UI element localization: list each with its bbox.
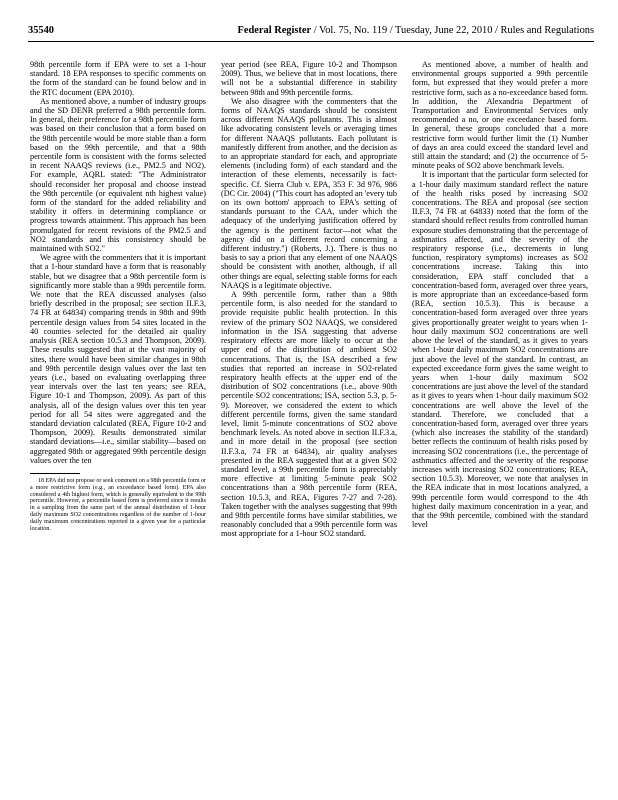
text-column-3 [412, 60, 588, 766]
citation-text: / Vol. 75, No. 119 / Tuesday, June 22, 2010 / Rules and Regulations [313, 25, 594, 36]
text-column-1 [30, 60, 206, 766]
footnote-18: 18 EPA did not propose or seek comment on a 98th percentile form or a more restrictive form (e.g., an exceedance based form). EPA also considered a 4th highest form, which is generally equivalent to the 99th percentile. However, a percentile based form is preferred since it results in a sampling from the same part of the annual distribution of 1-hour daily maximum SO2 concentrations regardless of the number of 1-hour daily maximum concentrations reported in a given year for a particular location. [30, 477, 206, 532]
col2-paragraph-1: year period (see REA, Figure 10-2 and Thompson 2009). Thus, we believe that in most locations, there will not be a substantial difference in stability between 98th and 99th percentile forms. [221, 60, 397, 97]
header-citation-line [238, 24, 594, 38]
col1-paragraph-2: As mentioned above, a number of industry groups and the SD DENR preferred a 98th percentile form. In general, their preference for a 98th percentile form was based on their conclusion that a form based on the 98th percentile would be more stable than a form based on the 99th percentile, and that a 98th percentile form is consistent with the forms selected in recent NAAQS reviews (i.e., PM2.5 and NO2). For example, AQRL stated: "The Administrator should reconsider her proposal and choose instead the 98th percentile (or equivalent nth highest value) form of the standard for the added reliability and stability it offers in determining compliance or progress towards attainment. This approach has been promulgated for recent revisions of the PM2.5 and NO2 standards and this consistency should be maintained with SO2." [30, 96, 206, 254]
col2-paragraph-3: A 99th percentile form, rather than a 98th percentile form, is also needed for the standard to provide requisite public health protection. In this review of the primary SO2 NAAQS, we considered information in the ISA suggesting that adverse respiratory effects are more likely to occur at the upper end of the distribution of ambient SO2 concentrations. That is, the ISA described a few studies that reported an increase in SO2-related respiratory health effects at the upper end of the distribution of SO2 concentrations (i.e., above 90th percentile SO2 concentrations; ISA, section 5.3, p. 5-9). Moreover, we considered the extent to which different percentile forms, given the same standard level, limit 5-minute concentrations of SO2 above benchmark levels. As noted above in section II.F.3.a, and in more detail in the proposal (see section II.F.3.a, 74 FR at 64834), air quality analyses presented in the REA suggested that at a given SO2 standard level, a 99th percentile form is appreciably more effective at limiting 5-minute peak SO2 concentrations than a 98th percentile form (REA, section 10.5.3, and REA, Figures 7-27 and 7-28). Taken together with the analyses suggesting that 99th and 98th percentile forms have similar stabilities, we reasonably concluded that a 99th percentile form was most appropriate for a 1-hour SO2 standard. [221, 290, 397, 539]
col3-paragraph-2: It is important that the particular form selected for a 1-hour daily maximum standard reflect the nature of the health risks posed by increasing SO2 concentrations. The REA and proposal (see section II.F.3, 74 FR at 64833) noted that the form of the standard should reflect results from controlled human exposure studies demonstrating that the percentage of asthmatics affected, and the severity of the respiratory response (i.e., decrements in lung function, respiratory symptoms) increases as SO2 concentrations increase. Taking this into consideration, EPA staff concluded that a concentration-based form, averaged over three years, is more appropriate than an exceedance-based form (REA, section 10.5.3). This is because a concentration-based form averaged over three years gives proportionally greater weight to years when 1-hour daily maximum SO2 concentrations are well above the level of the standard, as it gives to years when 1-hour daily maximum SO2 concentrations are just above the level of the standard. In contrast, an expected exceedance form gives the same weight to years when 1-hour daily maximum SO2 concentrations are just above the level of the standard as it gives to years when 1-hour daily maximum SO2 concentrations are well above the level of the standard. Therefore, we concluded that a concentration-based form, averaged over three years (which also increases the stability of the standard) better reflects the continuum of health risks posed by increasing SO2 concentrations (i.e., the percentage of asthmatics affected and the severity of the response increases with increasing SO2 concentrations; REA, section 10.5.3). Moreover, we note that analyses in the REA indicate that in most locations analyzed, a 99th percentile form would correspond to the 4th highest daily maximum concentration in a year, and that the 99th percentile, combined with the standard level [412, 170, 588, 530]
header-rule [28, 41, 594, 42]
col1-paragraph-3: We agree with the commenters that it is important that a 1-hour standard have a form that is reasonably stable, but we disagree that a 98th percentile form is significantly more stable than a 99th percentile form. We note that the REA discussed analyses (also briefly described in the proposal; see section II.F.3, 74 FR at 64834) comparing trends in 98th and 99th percentile design values from 54 sites located in the 40 counties selected for the detailed air quality analysis (REA section 10.5.3 and Thompson, 2009). These results suggested that at the vast majority of sites, there would have been similar changes in 98th and 99th percentile design values over the last ten years (i.e., based on evaluating overlapping three year intervals over the last ten years; see REA, Figure 10-1 and Thompson, 2009). As part of this analysis, all of the design values over this ten year period for all 54 sites were aggregated and the standard deviation calculated (REA, Figure 10-2 and Thompson, 2009). Results demonstrated similar standard deviations—i.e., similar stability—based on aggregated 98th or aggregated 99th percentile design values over the ten [30, 253, 206, 465]
col3-paragraph-1: As mentioned above, a number of health and environmental groups supported a 99th percentile form, but expressed that they would prefer a more restrictive form, such as a no-exceedance based form. In addition, the Alexandria Department of Transportation and Environmental Services only recommended a no, or one exceedance based form. In general, these groups concluded that a more restrictive form would further limit the (1) Number of days an area could exceed the standard level and still attain the standard; and (2) the occurrence of 5-minute peaks of SO2 above benchmark levels. [412, 60, 588, 171]
col1-paragraph-1: 98th percentile form if EPA were to set a 1-hour standard. 18 EPA responses to specific comments on the form of the standard can be found below and in the RTC document (EPA 2010). [30, 60, 206, 97]
page-header [28, 24, 594, 40]
col2-paragraph-2: We also disagree with the commenters that the forms of NAAQS standards should be consistent across different NAAQS pollutants. This is almost like advocating consistent levels or averaging times for different NAAQS pollutants. Each pollutant is manifestly different from another, and the decision as to an appropriate standard for each, and appropriate elements (including form) of each standard and the interaction of these elements, necessarily is fact-specific. Cf. Sierra Club v. EPA, 353 F. 3d 976, 986 (DC Cir. 2004) ("This court has adopted an 'every tub on its own bottom' approach to EPA's setting of standards pursuant to the CAA, under which the adequacy of the underlying justification offered by the agency is the pertinent factor—not what the agency did on a different record concerning a different industry.") (Roberts, J.). There is thus no basis to say a priori that any element of one NAAQS should be consistent with another, although, if all other things are equal, selecting stable forms for each NAAQS is a legitimate objective. [221, 96, 397, 290]
publication-title: Federal Register [237, 25, 312, 36]
text-column-2 [221, 60, 397, 766]
footnote-rule [30, 473, 80, 474]
page-number: 35540 [28, 25, 54, 36]
